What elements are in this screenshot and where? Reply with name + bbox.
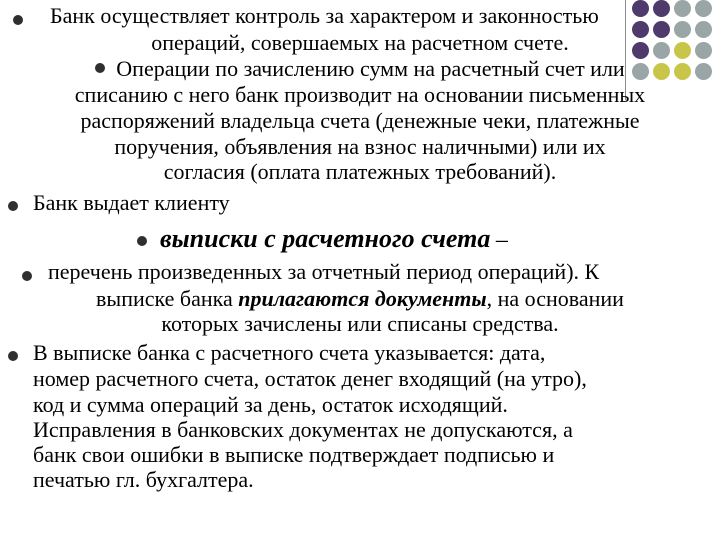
statement-heading: выписки с расчетного счета — [160, 224, 491, 253]
p5-line-2 — [0, 286, 720, 311]
p6-line-3: код и сумма операций за день, остаток исходящий. — [33, 392, 508, 417]
p2-line-1-text: Операции по зачислению сумм на расчетный счет или — [116, 56, 625, 81]
decor-dot — [695, 0, 712, 17]
p5-line-2-pre: выписке банка — [96, 286, 239, 311]
p2-line-2: списанию с него банк производит на основании письменных — [74, 82, 646, 107]
attached-documents-emphasis: прилагаются документы — [238, 286, 487, 311]
p6-line-5: банк свои ошибки в выписке подтверждает подписью и — [33, 442, 555, 467]
p1-line-1: Банк осуществляет контроль за характером и законностью — [50, 3, 599, 28]
heading-dash: – — [495, 227, 508, 253]
p1-line-2: операций, совершаемых на расчетном счете. — [151, 30, 569, 55]
p2-line-3: распоряжений владельца счета (денежные чеки, платежные — [80, 108, 640, 133]
heading-line — [160, 224, 508, 255]
bullet-icon — [8, 201, 18, 211]
p5-line-1: перечень произведенных за отчетный период операций). К — [48, 259, 600, 284]
bullet-icon — [13, 15, 23, 25]
bullet-icon — [22, 271, 32, 281]
bullet-icon — [8, 351, 18, 361]
bullet-icon — [95, 63, 105, 73]
p6-line-2: номер расчетного счета, остаток денег входящий (на утро), — [33, 366, 587, 391]
decor-dot — [653, 0, 670, 17]
bullet-icon — [137, 236, 147, 246]
p6-line-6: печатью гл. бухгалтера. — [33, 467, 254, 492]
p2-line-1 — [0, 56, 720, 81]
decor-dot — [674, 0, 691, 17]
p6-line-4: Исправления в банковских документах не допускаются, а — [33, 417, 573, 442]
p3-line-1: Банк выдает клиенту — [33, 190, 230, 215]
p2-line-5: согласия (оплата платежных требований). — [163, 159, 557, 184]
p5-line-3: которых зачислены или списаны средства. — [161, 311, 559, 336]
p2-line-4: поручения, объявления на взнос наличными) или их — [114, 134, 606, 159]
p5-line-2-post: , на основании — [486, 286, 624, 311]
p6-line-1: В выписке банка с расчетного счета указывается: дата, — [33, 340, 546, 365]
decor-dot — [632, 0, 649, 17]
